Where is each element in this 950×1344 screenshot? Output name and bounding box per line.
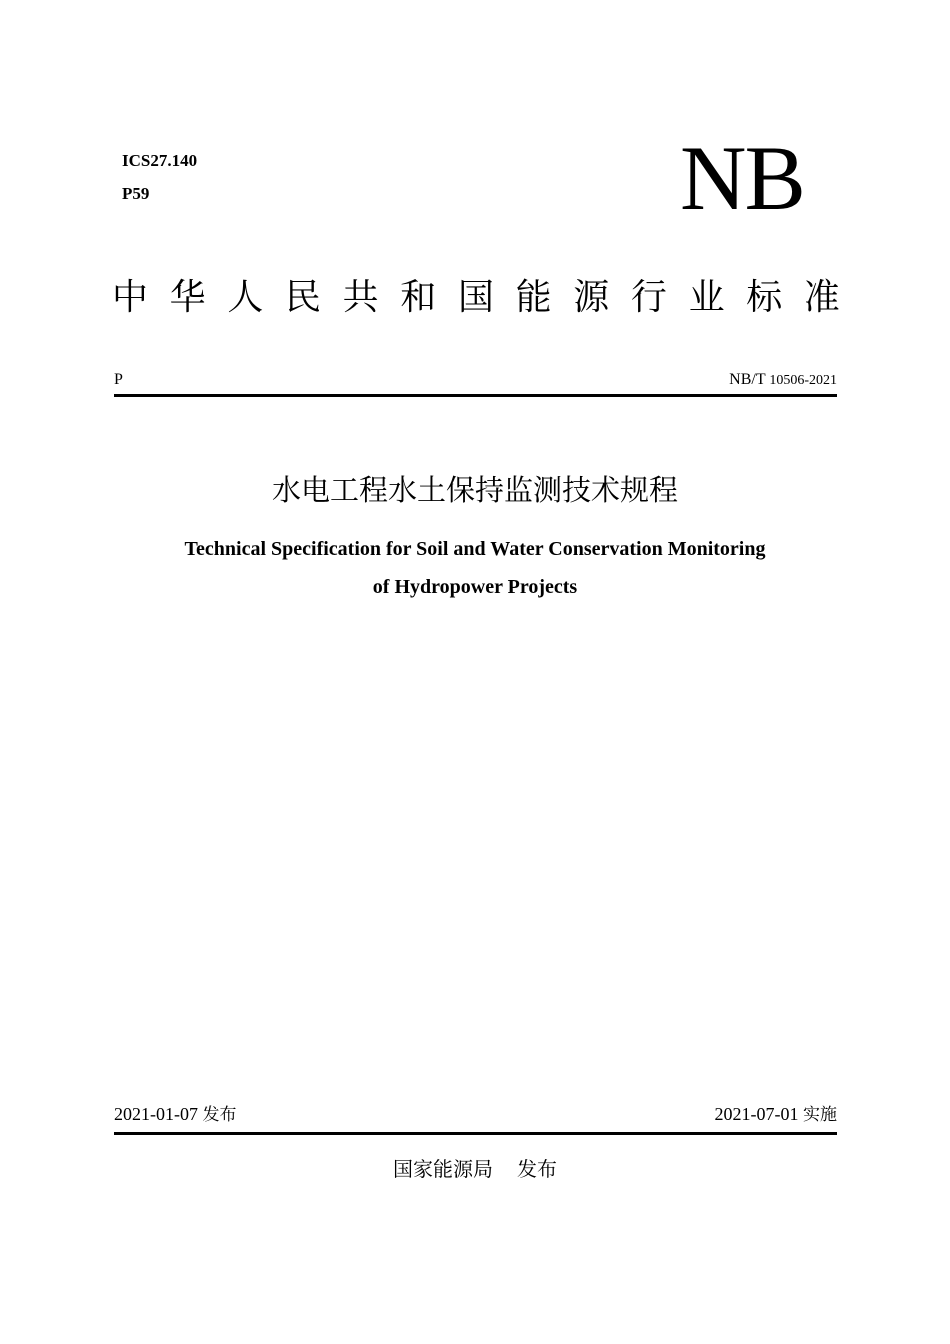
ccs-code: P59 [122,184,150,203]
standard-class-char: 人 [227,277,264,318]
standard-class-char: 国 [457,277,494,318]
top-divider [114,394,837,397]
implementation-date [715,1102,838,1127]
standard-class-char: 能 [515,277,552,318]
issue-date-value: 2021-01-07 [114,1104,198,1124]
standard-class-char: 民 [284,277,321,318]
standard-class-char: 标 [746,277,783,318]
standard-class-title [112,270,840,326]
implementation-date-label: 实施 [803,1105,837,1125]
standard-class-char: 中 [112,277,149,318]
standard-prefix: NB/T [729,371,766,388]
standard-class-char: 源 [573,277,610,318]
publisher [0,1155,950,1183]
implementation-date-value: 2021-07-01 [714,1104,799,1124]
standard-class-char: 行 [630,277,667,318]
standard-number-value: 10506-2021 [769,373,837,388]
document-title-english-line1: Technical Specification for Soil and Water Conservation Monitoring [184,538,766,560]
nb-logo: NB [680,127,804,229]
issue-date [114,1102,237,1127]
document-title-english-line2: of Hydropower Projects [372,576,578,598]
category-letter: P [114,371,123,388]
standard-class-char: 共 [342,277,379,318]
issue-date-label: 发布 [202,1105,237,1125]
bottom-divider [114,1132,837,1135]
publisher-action: 发布 [517,1157,557,1181]
standard-class-char: 和 [400,277,437,318]
ics-code: ICS27.140 [122,151,198,170]
document-title-chinese: 水电工程水土保持监测技术规程 [271,473,678,507]
standard-class-char: 华 [169,277,206,318]
standard-number [729,370,837,391]
standard-class-char: 准 [803,277,840,318]
publisher-name: 国家能源局 [393,1157,493,1181]
standard-class-char: 业 [688,277,725,318]
